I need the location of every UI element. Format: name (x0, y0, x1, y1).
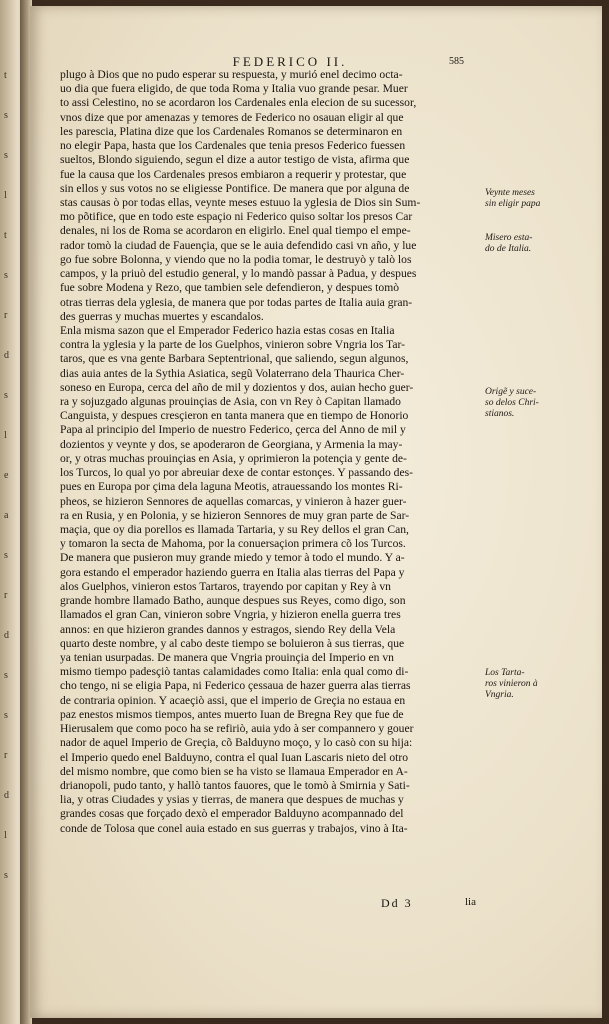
text-line: paz enestos mismos tiempos, antes muerto Iuan de Bregna Rey que fue de (60, 707, 404, 721)
text-line: les parescia, Platina dize que los Cardenales Romanos se determinaron en (60, 124, 403, 138)
left-page-fragment: s (4, 670, 8, 681)
left-page-fragment: s (4, 270, 8, 281)
left-page-fragment: a (4, 510, 9, 521)
text-line: plugo à Dios que no pudo esperar su respuesta, y murió enel decimo octa- (60, 68, 403, 81)
text-line: Canguista, y despues cresçieron en tanta manera que en tiempo de Honorio (60, 409, 409, 423)
left-page-fragment: d (4, 790, 9, 801)
text-line: del mismo nombre, que como bien se ha visto se llamaua Emperador en A- (60, 764, 408, 778)
left-page-fragment: r (4, 310, 8, 321)
text-line: pues en Europa por çima dela laguna Meotis, atrauessando los montes Ri- (60, 480, 403, 494)
margin-note-line: Origẽ y suce- (485, 387, 537, 397)
text-line: grandes cosas que forçado dexò el emperador Balduyno acompannado del (60, 807, 404, 821)
text-line: otras tierras dela yglesia, de manera que por todas partes de Italia auia gran- (60, 295, 413, 309)
text-line: sin ellos y sus votos no se eligiesse Pontifice. De manera que por alguna de (60, 181, 410, 195)
left-page-fragment: e (4, 470, 9, 481)
text-line: drianopoli, pudo tanto, y hallò tantos fauores, que le tomò à Smirnia y Sati- (60, 778, 410, 792)
left-page-fragment: s (4, 110, 8, 121)
text-line: dias auia antes de la Sythia Asiatica, segũ Volaterrano dela Thaurica Cher- (60, 366, 405, 380)
left-page-fragment: s (4, 870, 8, 881)
text-line: dozientos y veynte y dos, se apoderaron de Georgiana, y Armenia la may- (60, 437, 403, 451)
text-line: pheos, se hizieron Sennores de aquellas comarcas, y vinieron à hazer guer- (60, 494, 407, 508)
text-line: ya tenian usurpadas. De manera que Vngria prouinçia del Imperio en vn (60, 650, 394, 664)
text-line: uo dia que fuera eligido, de que toda Roma y Italia vuo grande pesar. Muer (60, 82, 408, 96)
margin-note-line: Misero esta- (485, 233, 533, 243)
margin-note-line: sin eligir papa (485, 199, 541, 209)
text-line: campos, y la priuò del estudio general, y lo mandò passar à Padua, y despues (60, 267, 417, 281)
text-line: conde de Tolosa que conel auia estado en sus guerras y trabajos, vino à Ita- (60, 821, 408, 835)
text-line: vnos dize que por amenazas y temores de Federico no osauan eligir al que (60, 110, 404, 124)
text-line: stas causas ò por todas ellas, veynte meses estuuo la yglesia de Dios sin Sum- (60, 195, 421, 209)
text-line: maçia, que oy dia porellos es llamada Tartaria, y su Rey dellos el gran Can, (60, 523, 409, 536)
left-page-fragment: s (4, 710, 8, 721)
text-line: ra en Rusia, y en Polonia, y se hizieron Sennores de muy gran parte de Sar- (60, 508, 410, 522)
text-line: rador tomò la ciudad de Fauençia, que se le auia defendido casi vn año, y lue (60, 238, 417, 252)
text-line: taros, que es vna gente Barbara Septentrional, que saliendo, segun algunos, (60, 352, 409, 366)
left-page-fragment: d (4, 630, 9, 641)
left-page-fragment: t (4, 70, 7, 81)
text-line: go fue sobre Bolonna, y viendo que no la podia tomar, le destruyò y talò los (60, 252, 412, 266)
text-line: no elegir Papa, hasta que los Cardenales que tenia presos Federico fuessen (60, 139, 406, 153)
text-line: fue sobre Modena y Rezo, que tambien sele defendieron, y despues tomò (60, 281, 400, 295)
text-line: Enla misma sazon que el Emperador Federico hazia estas cosas en Italia (60, 323, 395, 337)
margin-note (485, 668, 595, 701)
text-line: denales, ni los de Roma se acordaron en eligirlo. Enel qual tiempo el empe- (60, 224, 411, 238)
text-line: soneso en Europa, cerca del año de mil y dozientos y dos, auian hecho guer- (60, 380, 414, 394)
text-line: alos Guelphos, vinieron estos Tartaros, trayendo por capitan y Rey à vn (60, 579, 391, 593)
text-line: quarto deste nombre, y al cabo deste tiempo se boluieron à sus tierras, que (60, 636, 405, 650)
margin-note-line: Los Tarta- (485, 668, 525, 678)
left-page-fragment: l (4, 190, 7, 201)
left-page-fragment: l (4, 430, 7, 441)
text-line: or, y otras muchas prouinçias en Asia, y oprimieron la potençia y gente de- (60, 451, 407, 465)
left-page-fragment: l (4, 830, 7, 841)
text-line: cho tengo, ni se eligia Papa, ni Federico çessaua de hazer guerra alas tierras (60, 679, 411, 693)
text-line: mo põtifice, que en todo este espaçio ni Federico quiso soltar los presos Car (60, 210, 413, 224)
book-page (30, 6, 602, 1018)
folio-number: 585 (449, 56, 464, 67)
text-line: nador de aquel Imperio de Greçia, cõ Balduyno moço, y lo casò con su hija: (60, 736, 413, 750)
margin-note (485, 387, 595, 420)
text-line: Hierusalem que como poco ha se refiriò, auia ydo à ser compannero y gouer (60, 722, 414, 736)
text-line: Papa al principio del Imperio de nuestro Federico, çerca del Anno de mil y (60, 423, 406, 437)
left-page-fragment: s (4, 550, 8, 561)
left-page-fragment: r (4, 750, 8, 761)
running-head: FEDERICO II. (232, 54, 348, 69)
text-line: to assi Celestino, no se acordaron los Cardenales enla elecion de su sucessor, (60, 96, 417, 110)
text-line: grande hombre llamado Batho, aunque despues sus Reyes, como digo, son (60, 594, 406, 608)
margin-note-line: do de Italia. (485, 244, 532, 254)
text-line: y tomaron la secta de Mahoma, por la conuersaçion primera cõ los Turcos. (60, 537, 406, 551)
margin-note-line: Veynte meses (485, 188, 535, 198)
text-line: ra y sojuzgado algunas prouinçias de Asia, con vn Rey ò Capitan llamado (60, 395, 401, 409)
text-line: des guerras y muchas muertes y escandalos. (60, 309, 264, 323)
margin-note-line: stianos. (485, 409, 515, 419)
text-line: contra la yglesia y la parte de los Guelphos, vinieron sobre Vngria los Tar- (60, 338, 405, 352)
signature-mark: Dd 3 (381, 896, 413, 910)
text-line: llamados el gran Can, vinieron sobre Vngria, y hizieron enella guerra tres (60, 608, 401, 622)
left-page-fragment: s (4, 150, 8, 161)
text-line: los Turcos, lo qual yo por abreuiar dexe de contar estonçes. Y passando des- (60, 466, 413, 480)
margin-note (485, 188, 595, 210)
text-line: lia, y otras Ciudades y ysias y tierras, de manera que despues de muchas y (60, 793, 404, 807)
left-page-fragment: d (4, 350, 9, 361)
text-line: annos: en que hizieron grandes dannos y estragos, siendo Rey della Vela (60, 622, 396, 636)
text-line: De manera que pusieron muy grande miedo y temor à todo el mundo. Y a- (60, 551, 405, 565)
text-line: fue la causa que los Cardenales presos embiaron a requerir y protestar, que (60, 167, 407, 181)
margin-note-line: Vngria. (485, 690, 514, 700)
text-line: gora estando el emperador haziendo guerra en Italia alas tierras del Papa y (60, 565, 405, 579)
margin-note (485, 233, 595, 255)
left-page-fragment: t (4, 230, 7, 241)
margin-note-line: ros vinieron à (485, 679, 538, 689)
text-line: sueltos, Blondo siguiendo, segun el dize a autor testigo de vista, afirma que (60, 153, 410, 167)
catchword: lia (465, 896, 476, 908)
body-text (60, 68, 487, 928)
text-line: el Imperio quedo enel Balduyno, contra el qual Iuan Lascaris nieto del otro (60, 750, 409, 764)
text-line: mismo tiempo padesçiò tantas calamidades como Italia: enla qual como di- (60, 665, 409, 679)
margin-note-line: so delos Chri- (485, 398, 539, 408)
left-page-fragment: r (4, 590, 8, 601)
text-line: de contraria opinion. Y acaeçiò assi, que el imperio de Greçia no estaua en (60, 693, 406, 707)
left-page-fragment: s (4, 390, 8, 401)
